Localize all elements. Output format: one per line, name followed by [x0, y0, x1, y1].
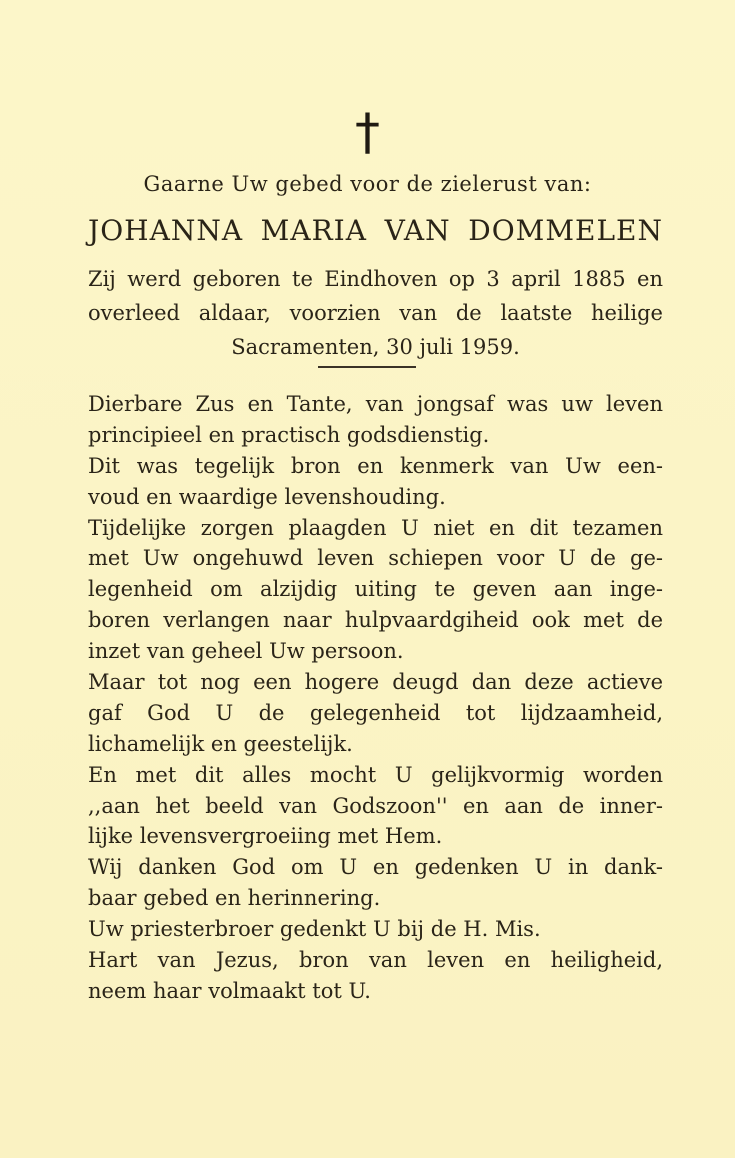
- text-line: met Uw ongehuwd leven schiepen voor U de ge-: [88, 546, 663, 571]
- text-line: Hart van Jezus, bron van leven en heiligheid,: [88, 948, 663, 973]
- text-line: voud en waardige levenshouding.: [88, 484, 446, 509]
- biography: [88, 262, 663, 364]
- text-line: baar gebed en herinnering.: [88, 886, 381, 911]
- bio-line: Zij werd geboren te Eindhoven op 3 april 1885 en: [88, 267, 663, 291]
- text-line: principieel en practisch godsdienstig.: [88, 422, 490, 447]
- cross-icon: †: [355, 103, 380, 161]
- text-line: ,,aan het beeld van Godszoon'' en aan de inner-: [88, 793, 663, 818]
- text-line: gaf God U de gelegenheid tot lijdzaamheid,: [88, 700, 663, 725]
- prayer-request: Gaarne Uw gebed voor de zielerust van:: [143, 172, 592, 196]
- text-line: En met dit alles mocht U gelijkvormig worden: [88, 762, 663, 787]
- memorial-text: [88, 389, 663, 1007]
- text-line: boren verlangen naar hulpvaardgiheid ook met de: [88, 608, 663, 633]
- text-line: Maar tot nog een hogere deugd dan deze actieve: [88, 670, 663, 695]
- text-line: neem haar volmaakt tot U.: [88, 978, 371, 1003]
- bio-line: overleed aldaar, voorzien van de laatste heilige: [88, 301, 663, 325]
- text-line: legenheid om alzijdig uiting te geven aan inge-: [88, 577, 663, 602]
- text-line: Dit was tegelijk bron en kenmerk van Uw een-: [88, 453, 663, 478]
- text-line: inzet van geheel Uw persoon.: [88, 639, 404, 664]
- text-line: lichamelijk en geestelijk.: [88, 731, 353, 756]
- text-line: lijke levensvergroeiing met Hem.: [88, 824, 443, 849]
- deceased-name: JOHANNA MARIA VAN DOMMELEN: [88, 214, 663, 247]
- text-line: Wij danken God om U en gedenken U in dank-: [88, 855, 663, 880]
- text-line: Tijdelijke zorgen plaagden U niet en dit tezamen: [88, 515, 663, 540]
- divider: [318, 366, 416, 368]
- text-line: Dierbare Zus en Tante, van jongsaf was uw leven: [88, 392, 663, 416]
- text-line: Uw priesterbroer gedenkt U bij de H. Mis.: [88, 917, 541, 942]
- bio-line: Sacramenten, 30 juli 1959.: [231, 335, 520, 359]
